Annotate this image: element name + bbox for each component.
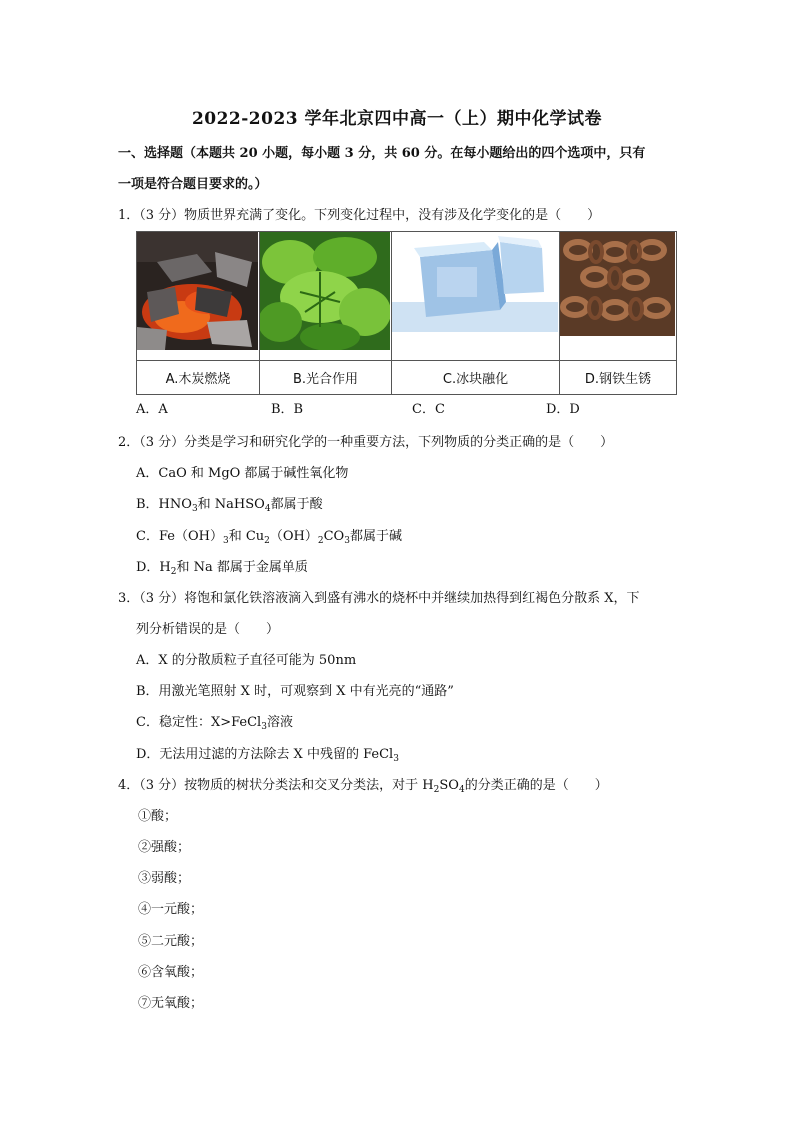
charcoal-burning-image [137,232,260,361]
q4-item-6: ⑥含氧酸； [138,965,204,980]
caption-a: A.木炭燃烧 [137,361,260,395]
q4-item-1: ①酸； [138,809,178,824]
caption-d: D.钢铁生锈 [560,361,677,395]
caption-b: B.光合作用 [260,361,392,395]
section-heading-line1: 一、选择题（本题共 20 小题，每小题 3 分，共 60 分。在每小题给出的四个选项中，只有 [118,146,646,161]
q3-option-c[interactable]: C．稳定性：X>FeCl$_3$溶液 [136,715,293,732]
question-4-stem: 4．（3 分）按物质的树状分类法和交叉分类法，对于 $H_2SO_4$的分类正确的是（ ） [118,778,608,795]
section-heading-line2: 一项是符合题目要求的。） [118,177,268,192]
q1-option-c[interactable]: C．C [412,402,445,417]
caption-c: C.冰块融化 [392,361,560,395]
q4-item-5: ⑤二元酸； [138,934,204,949]
question-3-stem-line1: 3．（3 分）将饱和氯化铁溶液滴入到盛有沸水的烧杯中并继续加热得到红褐色分散系 X，下 [118,591,640,606]
q2-option-b[interactable]: B．$HNO_3$和 NaHSO$_4$都属于酸 [136,497,323,514]
rusty-chain-image [560,232,677,361]
q4-item-7: ⑦无氧酸； [138,996,204,1011]
q2-option-d[interactable]: D．$H_2$和 Na 都属于金属单质 [136,560,308,577]
q2-option-c[interactable]: C．$Fe(OH)_3$和 $Cu_2(OH)_2CO_3$都属于碱 [136,529,402,546]
q4-item-3: ③弱酸； [138,871,191,886]
q3-option-d[interactable]: D．无法用过滤的方法除去 X 中残留的 FeCl$_3$ [136,747,399,764]
q3-option-a[interactable]: A．X 的分散质粒子直径可能为 50nm [136,653,357,668]
q3-option-b[interactable]: B．用激光笔照射 X 时，可观察到 X 中有光亮的“通路” [136,684,454,699]
ice-cubes-image [392,232,560,361]
page-title: 2022-2023 学年北京四中高一（上）期中化学试卷 [191,109,603,129]
question-1-stem: 1．（3 分）物质世界充满了变化。下列变化过程中，没有涉及化学变化的是（ ） [118,208,601,223]
q4-item-4: ④一元酸； [138,902,204,917]
section-heading [118,138,678,200]
leaves-image [260,232,392,361]
question-3-stem-line2: 列分析错误的是（ ） [136,622,280,637]
q1-option-d[interactable]: D．D [546,402,580,417]
question-1-image-table [136,231,677,395]
q4-item-2: ②强酸； [138,840,191,855]
q2-option-a[interactable]: A．CaO 和 MgO 都属于碱性氧化物 [136,466,349,481]
q1-option-a[interactable]: A．A [136,402,168,417]
question-2-stem: 2．（3 分）分类是学习和研究化学的一种重要方法，下列物质的分类正确的是（ ） [118,435,614,450]
q1-option-b[interactable]: B．B [271,402,304,417]
